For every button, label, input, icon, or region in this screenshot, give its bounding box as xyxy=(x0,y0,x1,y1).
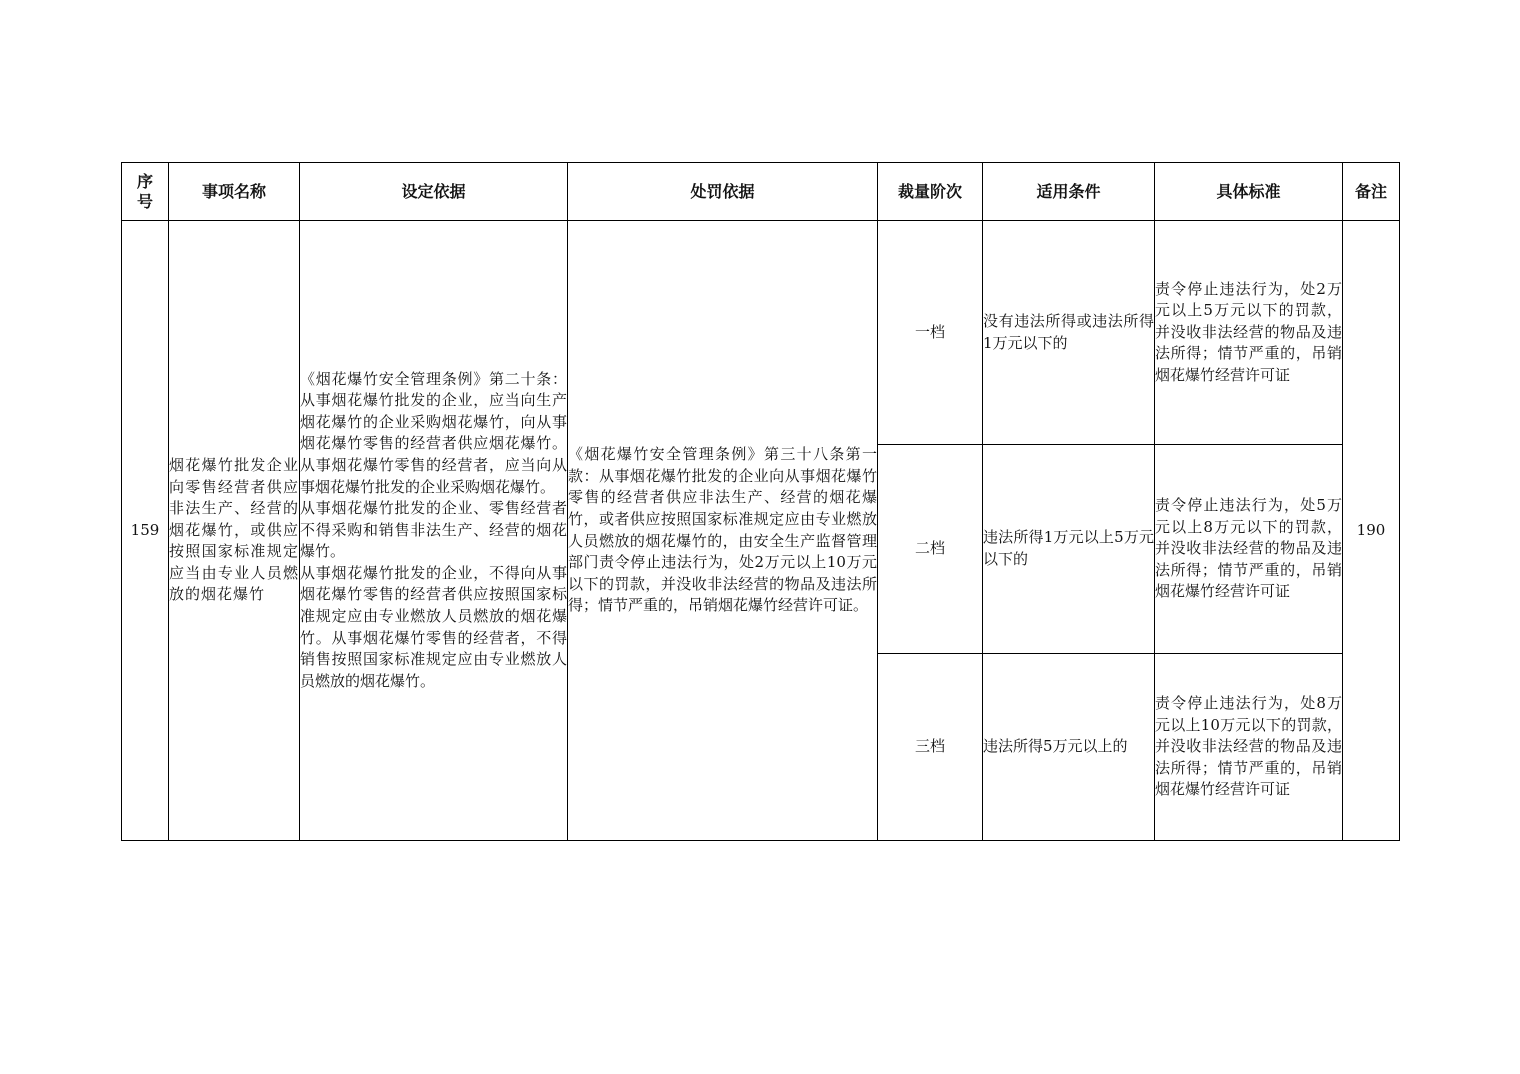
item-name: 烟花爆竹批发企业向零售经营者供应非法生产、经营的烟花爆竹，或供应按照国家标准规定应当由专业人员燃放的烟花爆竹 xyxy=(169,221,300,841)
header-row xyxy=(122,163,1400,221)
tier-standard: 责令停止违法行为，处8万元以上10万元以下的罚款，并没收非法经营的物品及违法所得；情节严重的，吊销烟花爆竹经营许可证 xyxy=(1155,654,1343,841)
tier-level: 三档 xyxy=(878,654,983,841)
header-remark: 备注 xyxy=(1343,163,1400,221)
item-seq: 159 xyxy=(122,221,169,841)
item-remark: 190 xyxy=(1343,221,1400,841)
header-seq: 序号 xyxy=(122,163,169,221)
header-condition: 适用条件 xyxy=(983,163,1155,221)
tier-level: 一档 xyxy=(878,221,983,445)
header-basis-set: 设定依据 xyxy=(300,163,568,221)
header-name: 事项名称 xyxy=(169,163,300,221)
tier-condition: 没有违法所得或违法所得1万元以下的 xyxy=(983,221,1155,445)
tier-condition: 违法所得5万元以上的 xyxy=(983,654,1155,841)
table-row xyxy=(122,221,1400,445)
header-standard: 具体标准 xyxy=(1155,163,1343,221)
tier-standard: 责令停止违法行为，处2万元以上5万元以下的罚款，并没收非法经营的物品及违法所得；情节严重的，吊销烟花爆竹经营许可证 xyxy=(1155,221,1343,445)
penalty-standards-table xyxy=(121,162,1400,841)
item-basis-penalty: 《烟花爆竹安全管理条例》第三十八条第一款：从事烟花爆竹批发的企业向从事烟花爆竹零售的经营者供应非法生产、经营的烟花爆竹，或者供应按照国家标准规定应由专业燃放人员燃放的烟花爆竹的，由安全生产监督管理部门责令停止违法行为，处2万元以上10万元以下的罚款，并没收非法经营的物品及违法所得；情节严重的，吊销烟花爆竹经营许可证。 xyxy=(568,221,878,841)
tier-standard: 责令停止违法行为，处5万元以上8万元以下的罚款，并没收非法经营的物品及违法所得；情节严重的，吊销烟花爆竹经营许可证 xyxy=(1155,445,1343,654)
tier-level: 二档 xyxy=(878,445,983,654)
item-basis-set: 《烟花爆竹安全管理条例》第二十条：从事烟花爆竹批发的企业，应当向生产烟花爆竹的企业采购烟花爆竹，向从事烟花爆竹零售的经营者供应烟花爆竹。从事烟花爆竹零售的经营者，应当向从事烟花爆竹批发的企业采购烟花爆竹。 从事烟花爆竹批发的企业、零售经营者不得采购和销售非法生产、经营的烟花爆竹。 从事烟花爆竹批发的企业，不得向从事烟花爆竹零售的经营者供应按照国家标准规定应由专业燃放人员燃放的烟花爆竹。从事烟花爆竹零售的经营者，不得销售按照国家标准规定应由专业燃放人员燃放的烟花爆竹。 xyxy=(300,221,568,841)
header-level: 裁量阶次 xyxy=(878,163,983,221)
header-basis-penalty: 处罚依据 xyxy=(568,163,878,221)
tier-condition: 违法所得1万元以上5万元以下的 xyxy=(983,445,1155,654)
